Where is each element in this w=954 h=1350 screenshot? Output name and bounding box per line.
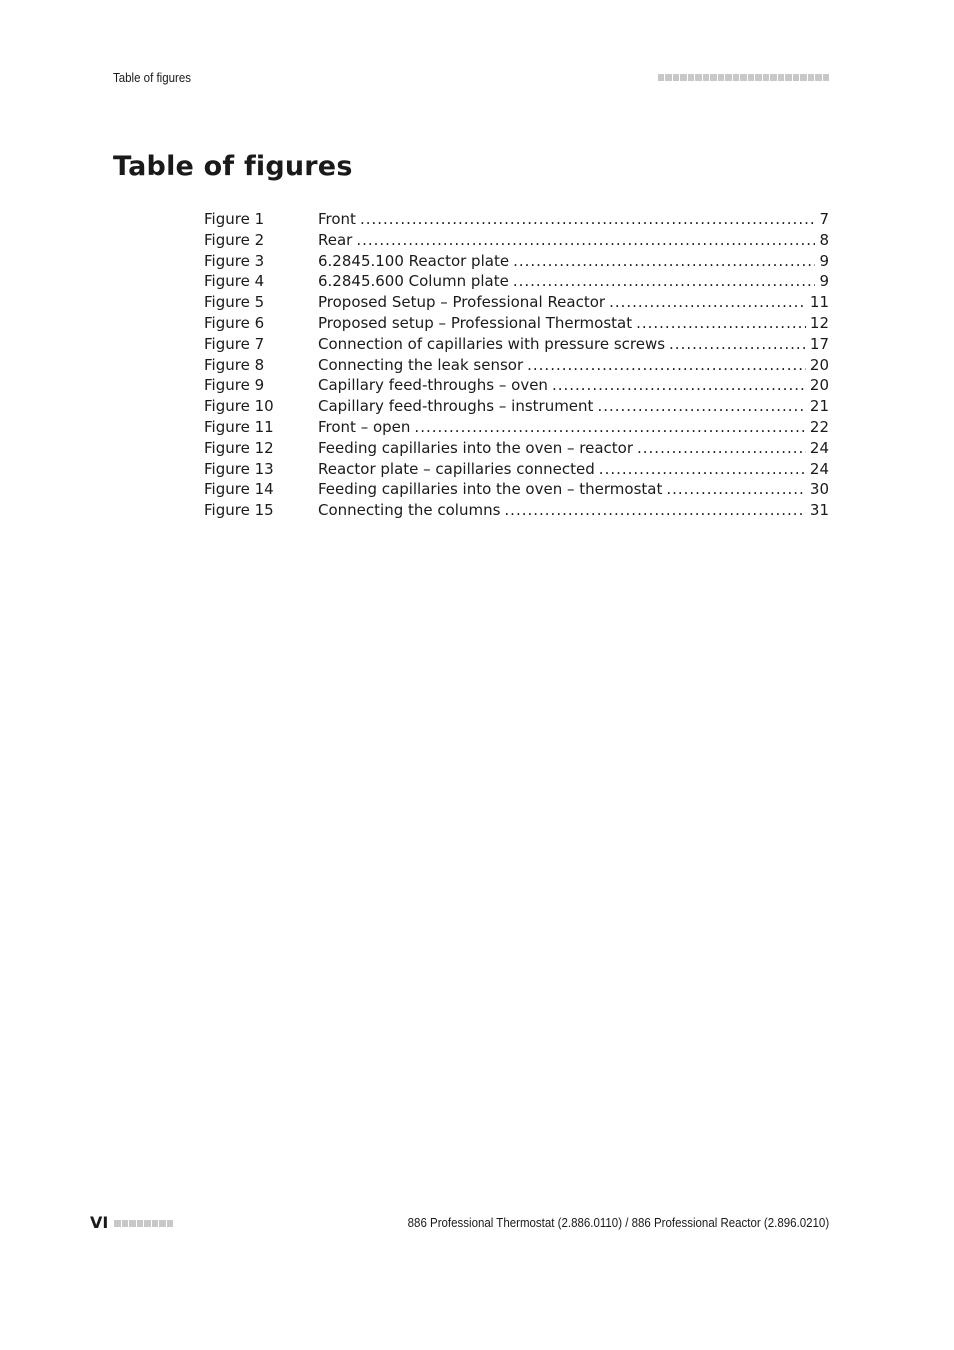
figure-page-number: 9 — [819, 272, 829, 291]
decorative-square — [658, 74, 665, 81]
decorative-square — [129, 1220, 136, 1227]
decorative-square — [725, 74, 732, 81]
figure-entry[interactable] — [204, 438, 829, 459]
figure-label: Figure 10 — [204, 397, 274, 416]
decorative-square — [114, 1220, 121, 1227]
decorative-square — [122, 1220, 129, 1227]
figure-title: Reactor plate – capillaries connected — [318, 459, 595, 478]
decorative-square — [680, 74, 687, 81]
dot-leader — [609, 292, 806, 313]
decorative-square — [785, 74, 792, 81]
figure-page-number: 24 — [809, 438, 829, 457]
decorative-square — [740, 74, 747, 81]
decorative-square — [167, 1220, 174, 1227]
figure-title: Connecting the leak sensor — [318, 355, 524, 374]
figure-entry[interactable] — [204, 500, 829, 521]
decorative-square — [673, 74, 680, 81]
figure-page-number: 22 — [809, 417, 829, 436]
dot-leader — [599, 459, 806, 480]
decorative-square — [703, 74, 710, 81]
dot-leader — [513, 251, 815, 272]
figure-label: Figure 3 — [204, 251, 265, 270]
running-header-title: Table of figures — [113, 71, 191, 85]
figure-entry[interactable] — [204, 355, 829, 376]
decorative-square — [718, 74, 725, 81]
decorative-square — [695, 74, 702, 81]
decorative-square — [665, 74, 672, 81]
figure-title: Rear — [318, 230, 353, 249]
figure-page-number: 30 — [809, 480, 829, 499]
figure-title: Feeding capillaries into the oven – reactor — [318, 438, 633, 457]
decorative-square — [778, 74, 785, 81]
figure-page-number: 20 — [809, 376, 829, 395]
dot-leader — [597, 396, 805, 417]
figure-entry[interactable] — [204, 417, 829, 438]
decorative-square — [159, 1220, 166, 1227]
dot-leader — [669, 334, 806, 355]
figure-entry[interactable] — [204, 271, 829, 292]
figure-entry[interactable] — [204, 375, 829, 396]
page-number: VI — [90, 1213, 109, 1232]
figure-label: Figure 9 — [204, 376, 265, 395]
figure-page-number: 7 — [819, 210, 829, 228]
figure-entry[interactable] — [204, 334, 829, 355]
figure-title: Connecting the columns — [318, 501, 501, 520]
figure-title: Front — [318, 210, 356, 228]
figure-entry[interactable] — [204, 313, 829, 334]
figure-label: Figure 4 — [204, 272, 265, 291]
decorative-square — [800, 74, 807, 81]
figure-page-number: 11 — [809, 293, 829, 312]
figure-title: Proposed setup – Professional Thermostat — [318, 313, 633, 332]
figure-label: Figure 13 — [204, 459, 274, 478]
dot-leader — [637, 438, 806, 459]
dot-leader — [360, 209, 816, 230]
figure-label: Figure 14 — [204, 480, 274, 499]
decorative-square — [137, 1220, 144, 1227]
figure-page-number: 17 — [809, 334, 829, 353]
footer-document-title: 886 Professional Thermostat (2.886.0110) / 886 Professional Reactor (2.896.0210) — [407, 1216, 829, 1230]
figure-label: Figure 5 — [204, 293, 265, 312]
figure-title: Front – open — [318, 417, 411, 436]
figure-title: 6.2845.100 Reactor plate — [318, 251, 510, 270]
decorative-square — [793, 74, 800, 81]
footer-decorative-squares — [114, 1220, 173, 1227]
decorative-square — [823, 74, 830, 81]
figure-entry[interactable] — [204, 396, 829, 417]
figure-entry[interactable] — [204, 292, 829, 313]
decorative-square — [815, 74, 822, 81]
dot-leader — [414, 417, 805, 438]
figure-page-number: 9 — [819, 251, 829, 270]
figure-page-number: 21 — [809, 397, 829, 416]
header-decorative-squares — [658, 74, 830, 81]
figure-page-number: 8 — [819, 230, 829, 249]
figure-label: Figure 7 — [204, 334, 265, 353]
figure-entry[interactable] — [204, 209, 829, 230]
figure-list — [204, 209, 829, 521]
page-title: Table of figures — [113, 151, 353, 182]
figure-label: Figure 15 — [204, 501, 274, 520]
dot-leader — [513, 271, 816, 292]
dot-leader — [504, 500, 806, 521]
decorative-square — [763, 74, 770, 81]
figure-label: Figure 8 — [204, 355, 265, 374]
figure-page-number: 31 — [809, 501, 829, 520]
figure-title: Proposed Setup – Professional Reactor — [318, 293, 606, 312]
figure-label: Figure 11 — [204, 417, 274, 436]
decorative-square — [770, 74, 777, 81]
dot-leader — [356, 230, 815, 251]
decorative-square — [733, 74, 740, 81]
figure-title: Capillary feed-throughs – oven — [318, 376, 548, 395]
figure-label: Figure 12 — [204, 438, 274, 457]
dot-leader — [552, 375, 806, 396]
figure-title: 6.2845.600 Column plate — [318, 272, 509, 291]
decorative-square — [748, 74, 755, 81]
figure-title: Feeding capillaries into the oven – thermostat — [318, 480, 663, 499]
figure-entry[interactable] — [204, 459, 829, 480]
figure-title: Capillary feed-throughs – instrument — [318, 397, 594, 416]
figure-page-number: 20 — [809, 355, 829, 374]
figure-label: Figure 6 — [204, 313, 265, 332]
dot-leader — [636, 313, 806, 334]
figure-page-number: 12 — [809, 313, 829, 332]
figure-entry[interactable] — [204, 251, 829, 272]
figure-title: Connection of capillaries with pressure screws — [318, 334, 666, 353]
decorative-square — [152, 1220, 159, 1227]
figure-page-number: 24 — [809, 459, 829, 478]
figure-entry[interactable] — [204, 479, 829, 500]
dot-leader — [666, 479, 806, 500]
decorative-square — [808, 74, 815, 81]
figure-label: Figure 1 — [204, 210, 265, 228]
decorative-square — [755, 74, 762, 81]
dot-leader — [527, 355, 806, 376]
decorative-square — [710, 74, 717, 81]
decorative-square — [144, 1220, 151, 1227]
figure-label: Figure 2 — [204, 230, 265, 249]
decorative-square — [688, 74, 695, 81]
figure-entry[interactable] — [204, 230, 829, 251]
